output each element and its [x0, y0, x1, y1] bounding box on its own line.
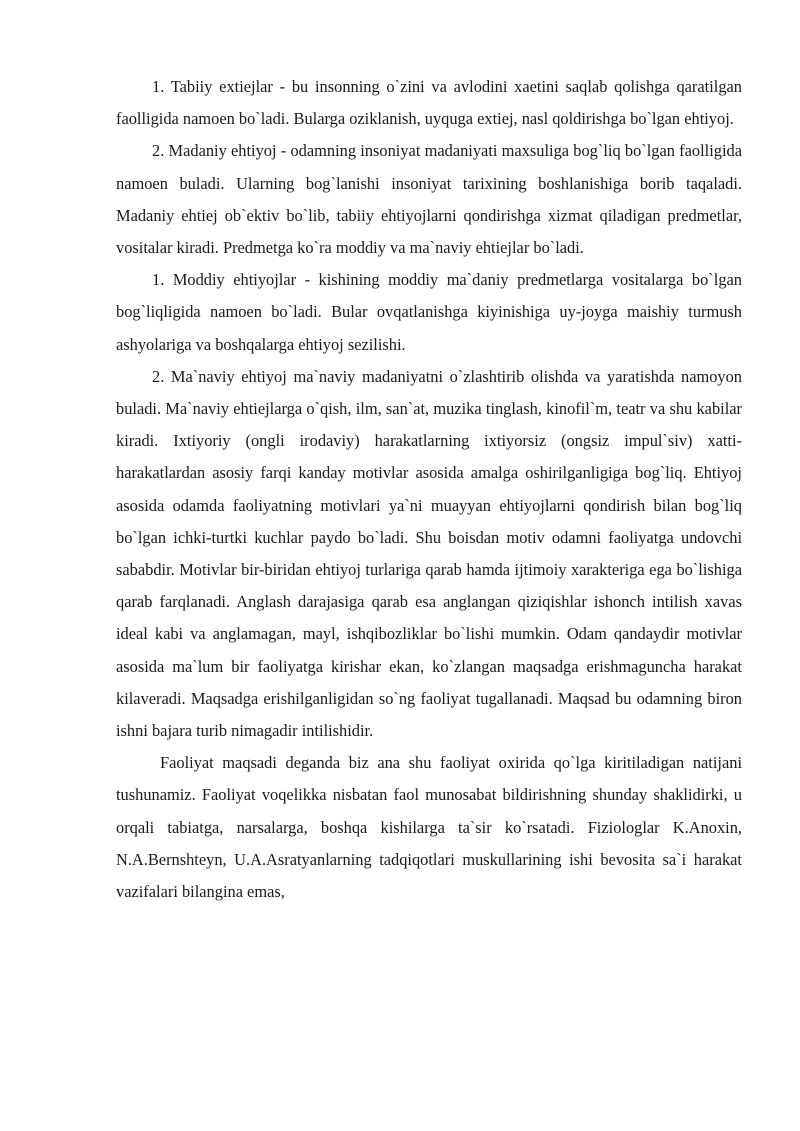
- document-page: [116, 71, 742, 908]
- paragraph-material-needs: 1. Moddiy ehtiyojlar - kishining moddiy ma`daniy predmetlarga vositalarga bo`lgan bog`liqligida namoen bo`ladi. Bular ovqatlanishga kiyinishiga uy-joyga maishiy turmush ashyolariga va boshqalarga ehtiyoj sezilishi.: [116, 270, 742, 354]
- paragraph-spiritual-needs: 2. Ma`naviy ehtiyoj ma`naviy madaniyatni o`zlashtirib olishda va yaratishda namoyon buladi. Ma`naviy ehtiejlarga o`qish, ilm, san`at, muzika tinglash, kinofil`m, teatr va shu kabilar kiradi. Ixtiyoriy (ongli irodaviy) harakatlarning ixtiyorsiz (ongsiz impul`siv) xatti-harakatlardan asosiy farqi kanday motivlar asosida amalga oshirilganligiga bog`liq. Ehtiyoj asosida odamda faoliyatning motivlari ya`ni muayyan ehtiyojlarni qondirish bilan bog`liq bo`lgan ichki-turtki kuchlar paydo bo`ladi. Shu boisdan motiv odamni faoliyatga undovchi sababdir. Motivlar bir-biridan ehtiyoj turlariga qarab hamda ijtimoiy xarakteriga ega bo`lishiga qarab farqlanadi. Anglash darajasiga qarab esa anglangan qiziqishlar ishonch intilish xavas ideal kabi va anglamagan, mayl, ishqibozliklar bo`lishi mumkin. Odam qandaydir motivlar asosida ma`lum bir faoliyatga kirishar ekan, ko`zlangan maqsadga erishmaguncha harakat kilaveradi. Maqsadga erishilganligidan so`ng faoliyat tugallanadi. Maqsad bu odamning biron ishni bajara turib nimagadir intilishidir.: [116, 366, 742, 741]
- paragraph-natural-needs: 1. Tabiiy extiejlar - bu insonning o`zini va avlodini xaetini saqlab qolishga qaratilgan faolligida namoen bo`ladi. Bularga oziklanish, uyquga extiej, nasl qoldirishga bo`lgan ehtiyoj.: [116, 77, 742, 129]
- paragraph-activity-goal: Faoliyat maqsadi deganda biz ana shu faoliyat oxirida qo`lga kiritiladigan natijani tushunamiz. Faoliyat voqelikka nisbatan faol munosabat bildirishning shunday shaklidirki, u orqali tabiatga, narsalarga, boshqa kishilarga ta`sir ko`rsatadi. Fiziologlar K.Anoxin, N.A.Bernshteyn, U.A.Asratyanlarning tadqiqotlari muskullarining ishi bevosita sa`i harakat vazifalari bilangina emas,: [116, 753, 742, 902]
- paragraph-cultural-needs: 2. Madaniy ehtiyoj - odamning insoniyat madaniyati maxsuliga bog`liq bo`lgan faolligida namoen buladi. Ularning bog`lanishi insoniyat tarixining boshlanishiga borib taqaladi. Madaniy ehtiej ob`ektiv bo`lib, tabiiy ehtiyojlarni qondirishga xizmat qiladigan predmetlar, vositalar kiradi. Predmetga ko`ra moddiy va ma`naviy ehtiejlar bo`ladi.: [116, 141, 742, 258]
